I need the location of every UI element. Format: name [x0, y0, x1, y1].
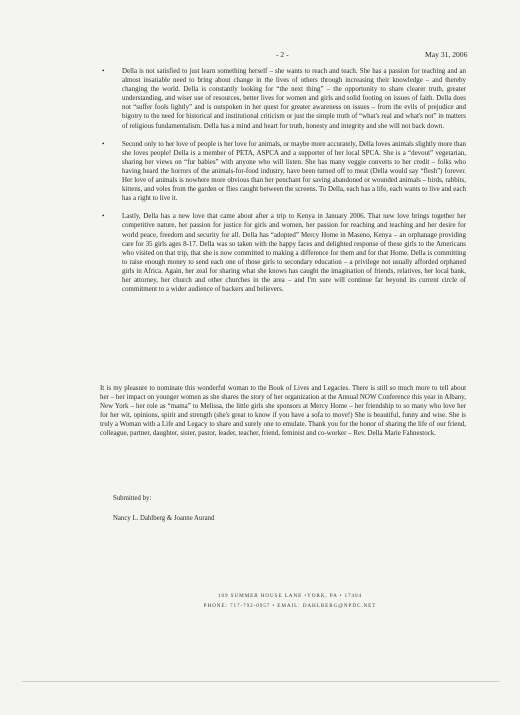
bullet-item [100, 212, 466, 294]
bullet-text: Della is not satisfied to just learn something herself – she wants to reach and teach. She has a passion for teaching and an almost insatiable need to bring about change in the lives of others through increasing their knowledge – and thereby changing the world. Della is constantly looking for “the next thing” – the opportunity to share clearer truth, greater understanding, and wiser use of resources, better lives for women and girls and solid footing on issues of faith. Della does not “suffer fools lightly” and is outspoken in her quest for greater awareness on issues – from the evils of prejudice and bigotry to the need for historical and institutional criticism or just the simple truth of “what's real and what's not” in matters of religious fundamentalism. Della has a mind and heart for truth, honesty and integrity and she will not back down. [122, 67, 466, 130]
bullet-item [100, 67, 466, 131]
letterhead-address: 109 SUMMER HOUSE LANE •YORK, PA • 17404 [217, 593, 363, 599]
closing-paragraph: It is my pleasure to nominate this wonderful woman to the Book of Lives and Legacies. There is still so much more to tell about her – her impact on younger women as she shares the story of her organization at the Annual NOW Conference this year in Albany, New York – her role as “mama” to Melissa, the little girls she sponsors at Mercy Home – her friendship to so many who love her for her wit, opinions, spirit and strength (she's great to know if you have a sofa to move!) She is beautiful, funny and wise. She is truly a Woman with a Life and Legacy to share and surely one to emulate. Thank you for the honor of sharing the life of our friend, colleague, partner, daughter, sister, pastor, leader, teacher, friend, feminist and co-worker – Rev. Della Marie Fahnestock. [100, 384, 466, 438]
bullet-icon: • [102, 67, 105, 75]
page-edge-line [22, 681, 500, 682]
submitted-by-label: Submitted by: [113, 495, 152, 502]
bullet-text: Lastly, Della has a new love that came about after a trip to Kenya in January 2006. That new love brings together her competitive nature, her passion for justice for girls and women, her passion for reaching and teaching and her desire for world peace, freedom and security for all. Della has “adopted” Mercy Home in Maseno, Kenya – an orphanage providing care for 35 girls ages 8-17. Della was so taken with the happy faces and delighted response of these girls to the Americans who visited on that trip, that she is now committed to making a difference for them and for that Home. Della is committing to raise enough money to send each one of those girls to secondary education – a privilege not usually afforded orphaned girls in Africa. Again, her zeal for sharing what she knows has caught the imagination of friends, relatives, her local bank, her attorney, her church and other churches in the area – and I'm sure will continue far beyond its current circle of commitment to a wider audience of backers and believers. [122, 212, 466, 294]
page-number: - 2 - [276, 50, 289, 59]
letterhead-footer [150, 591, 430, 611]
signer-names: Nancy L. Dahlberg & Joanne Aurand [113, 515, 215, 522]
letter-date: May 31, 2006 [425, 50, 468, 59]
bullet-icon: • [102, 139, 105, 148]
bullet-list [100, 67, 466, 303]
bullet-text: Second only to her love of people is her love for animals, or maybe more accurately, Della loves animals slightly more than she loves people! Della is a member of PETA, ASPCA and a supporter of her local SPCA. She is a “devout” vegetarian, sharing her views on “fur babies” with anyone who will listen. She has many veggie converts to her credit – folks who having heard the horrors of the animals-for-food industry, have been turned off to meat (Della would say “flesh”) forever. Her love of animals is nowhere more obvious than her penchant for saving abandoned or wounded animals – birds, rabbits, kittens, and voles from the garden or flies caught between the screens. To Della, each has a life, each wants to live and each has a right to live it. [122, 139, 466, 203]
letterhead-contact: PHONE: 717-792-0957 • EMAIL: DAHLBERG@NPDC.NET [203, 603, 377, 609]
bullet-icon: • [102, 212, 105, 221]
bullet-item [100, 140, 466, 204]
